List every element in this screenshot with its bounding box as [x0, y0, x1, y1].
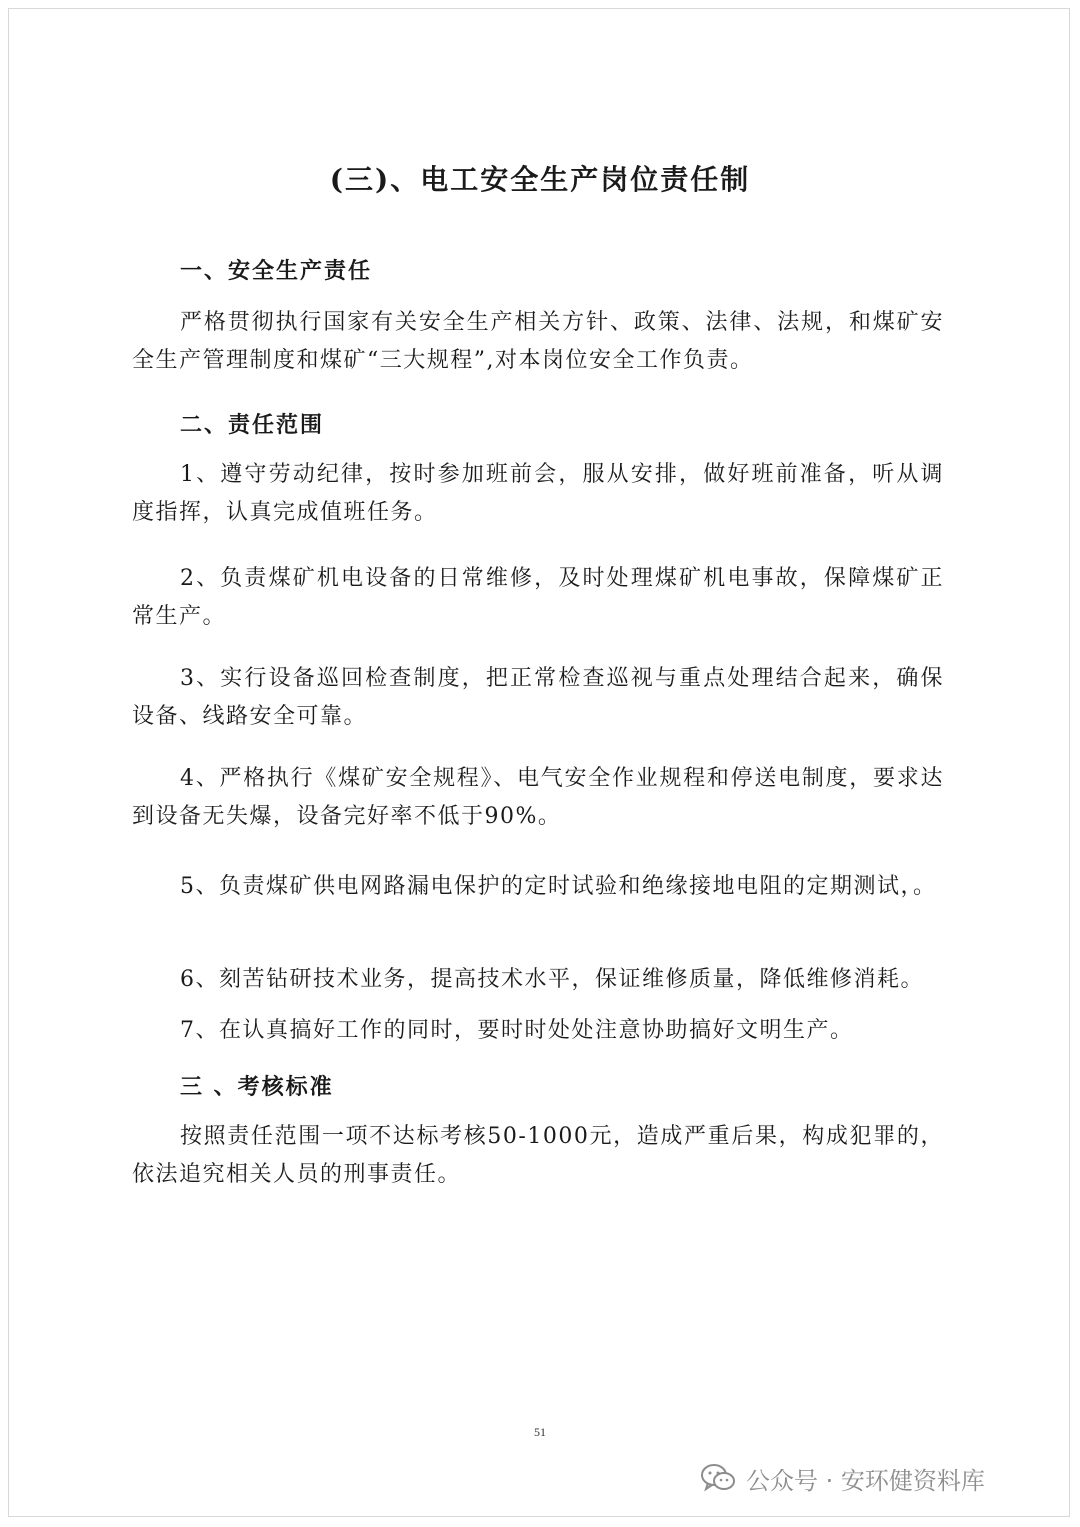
section-heading-assessment: 三 、考核标准: [180, 1074, 334, 1100]
section-heading-scope: 二、责任范围: [180, 412, 325, 438]
page-number: 51: [534, 1425, 546, 1439]
scope-item-5: 5、负责煤矿供电网路漏电保护的定时试验和绝缘接地电阻的定期测试，。: [180, 874, 937, 899]
scope-item-7: 7、在认真搞好工作的同时，要时时处处注意协助搞好文明生产。: [180, 1018, 854, 1043]
paragraph-responsibility: 严格贯彻执行国家有关安全生产相关方针、政策、法律、法规，和煤矿安全生产管理制度和煤矿“三大规程”,对本岗位安全工作负责。: [132, 310, 944, 373]
scope-item-2: 2、负责煤矿机电设备的日常维修，及时处理煤矿机电事故，保障煤矿正常生产。: [132, 566, 944, 629]
page-title: (三)、电工安全生产岗位责任制: [329, 163, 751, 196]
scope-item-4: 4、严格执行《煤矿安全规程》、电气安全作业规程和停送电制度，要求达到设备无失爆，设备完好率不低于90%。: [132, 766, 944, 829]
watermark-text: 公众号 · 安环健资料库: [746, 1466, 985, 1495]
scope-item-6: 6、刻苦钻研技术业务，提高技术水平，保证维修质量，降低维修消耗。: [180, 967, 924, 992]
scope-item-3: 3、实行设备巡回检查制度，把正常检查巡视与重点处理结合起来，确保设备、线路安全可靠。: [132, 666, 944, 729]
watermark: [700, 1458, 985, 1498]
section-heading-responsibility: 一、安全生产责任: [180, 258, 373, 284]
wechat-icon: [700, 1462, 736, 1494]
paragraph-assessment: 按照责任范围一项不达标考核50-1000元，造成严重后果，构成犯罪的，依法追究相关人员的刑事责任。: [132, 1124, 944, 1187]
scope-item-1: 1、遵守劳动纪律，按时参加班前会，服从安排，做好班前准备，听从调度指挥，认真完成值班任务。: [132, 462, 944, 525]
